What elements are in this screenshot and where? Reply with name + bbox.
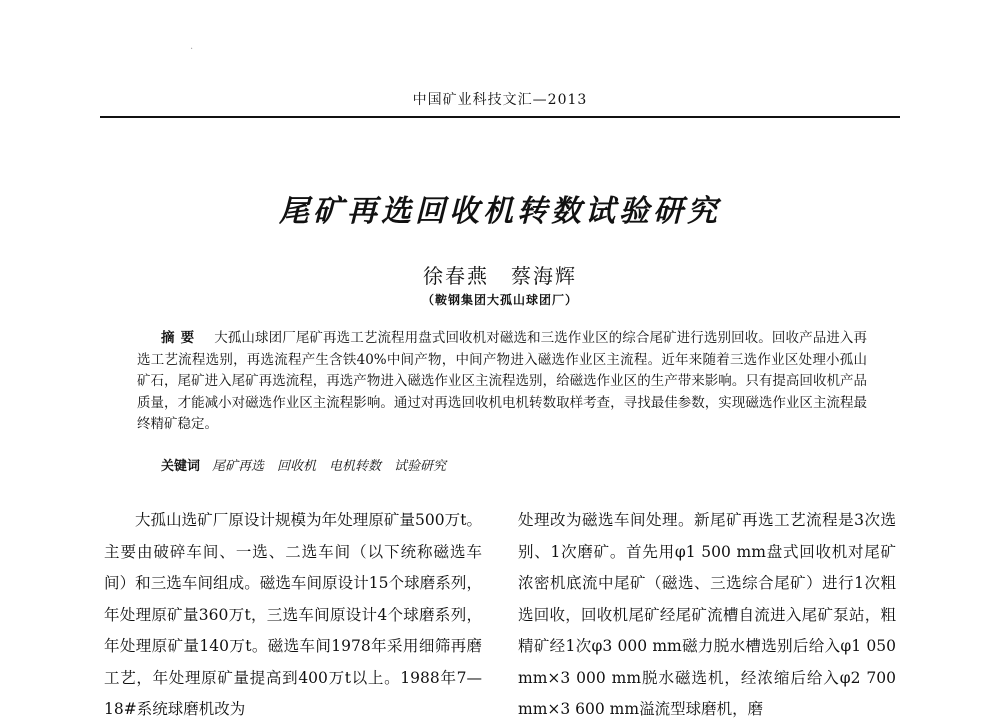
affiliation: （鞍钢集团大孤山球团厂） <box>421 293 578 307</box>
abstract-label: 摘要 <box>161 330 201 346</box>
body-column-left: 大孤山选矿厂原设计规模为年处理原矿量500万t。主要由破碎车间、一选、二选车间（以下统称磁选车间）和三选车间组成。磁选车间原设计15个球磨系列，年处理原矿量360万t，三选车间原设计4个球磨系列，年处理原矿量140万t。磁选车间1978年采用细筛再磨工艺，年处理原矿量提高到400万t以上。1988年7—18#系统球磨机改为 <box>104 511 482 718</box>
keywords-list: 尾矿再选 回收机 电机转数 试验研究 <box>212 459 447 474</box>
authors: 徐春燕 蔡海辉 <box>423 264 577 288</box>
abstract <box>137 328 867 436</box>
running-head: 中国矿业科技文汇—2013 <box>412 92 588 108</box>
paper-title: 尾矿再选回收机转数试验研究 <box>279 194 721 229</box>
keywords <box>161 455 446 474</box>
header-rule <box>100 116 900 118</box>
keywords-label: 关键词 <box>161 459 201 474</box>
scan-artifact: · <box>190 44 194 55</box>
body-column-right: 处理改为磁选车间处理。新尾矿再选工艺流程是3次选别、1次磨矿。首先用φ1 500 mm盘式回收机对尾矿浓密机底流中尾矿（磁选、三选综合尾矿）进行1次粗选回收，回收机尾矿经尾矿流槽自流进入尾矿泵站，粗精矿经1次φ3 000 mm磁力脱水槽选别后给入φ1 050 mm×3 000 mm脱水磁选机，经浓缩后给入φ2 700 mm×3 600 mm溢流型球磨机，磨 <box>518 511 896 718</box>
abstract-text: 大孤山球团厂尾矿再选工艺流程用盘式回收机对磁选和三选作业区的综合尾矿进行选别回收。回收产品进入再选工艺流程选别，再选流程产生含铁40%中间产物，中间产物进入磁选作业区主流程。近年来随着三选作业区处理小孤山矿石，尾矿进入尾矿再选流程，再选产物进入磁选作业区主流程选别，给磁选作业区的生产带来影响。只有提高回收机产品质量，才能减小对磁选作业区主流程影响。通过对再选回收机电机转数取样考查，寻找最佳参数，实现磁选作业区主流程最终精矿稳定。 <box>137 330 868 432</box>
